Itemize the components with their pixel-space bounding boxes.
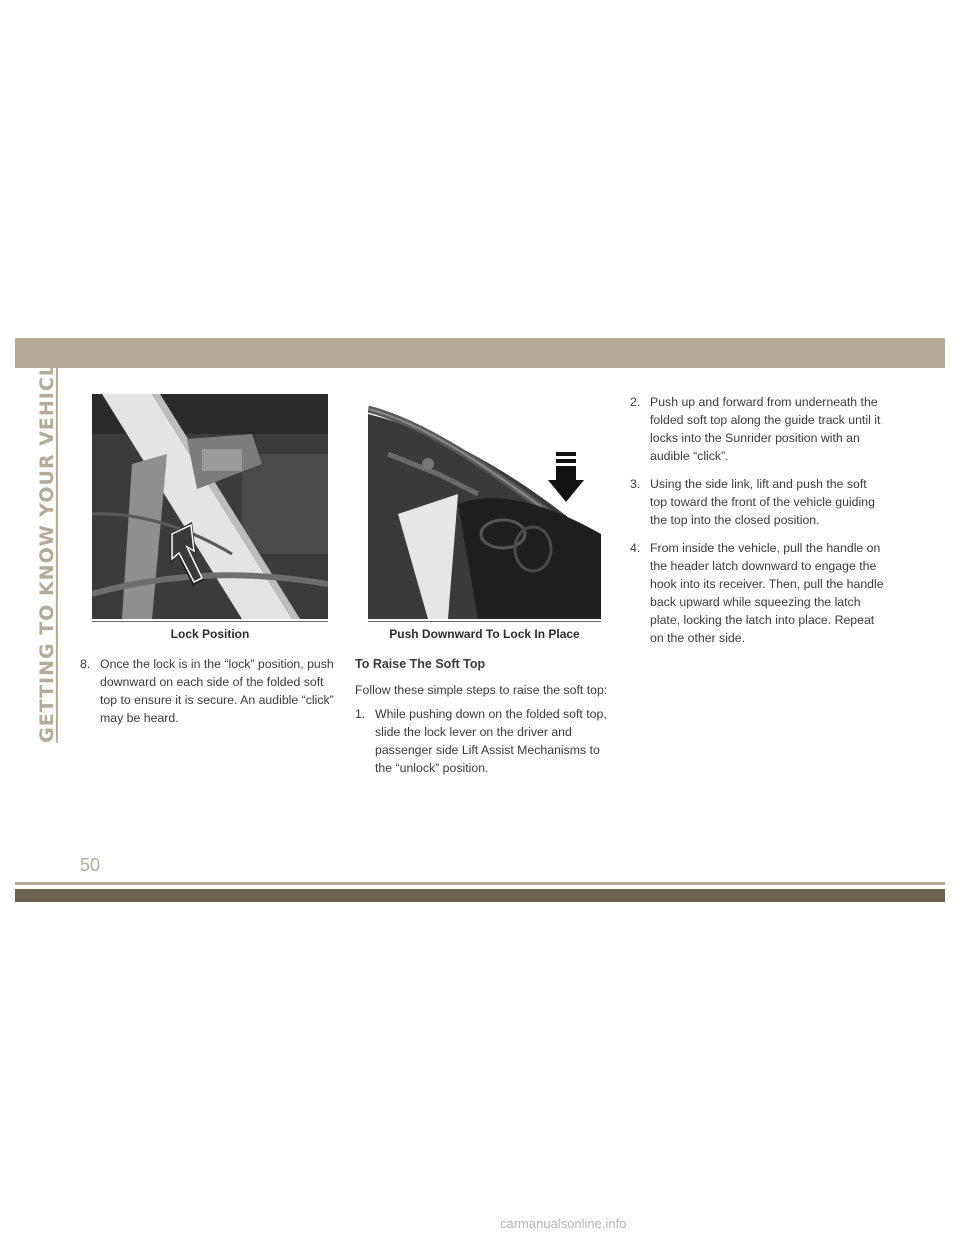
header-band: [15, 338, 945, 368]
step-3: [630, 475, 885, 529]
step-1: [355, 705, 613, 777]
lock-position-photo: [92, 394, 328, 619]
push-downward-illustration: [368, 394, 601, 619]
column-2: [355, 655, 613, 777]
step-1-number: 1.: [355, 707, 366, 721]
step-8-number: 8.: [80, 657, 91, 671]
watermark: carmanualsonline.info: [500, 1216, 627, 1231]
push-downward-photo: [368, 394, 601, 619]
caption-divider-left: [92, 621, 328, 622]
intro-paragraph: Follow these simple steps to raise the soft top:: [355, 683, 608, 697]
step-1-text: While pushing down on the folded soft top, slide the lock lever on the driver and passenger side Lift Assist Mechanisms to the “unlock” position.: [375, 707, 607, 775]
footer-band: [15, 889, 945, 902]
step-3-text: Using the side link, lift and push the soft top toward the front of the vehicle guiding the top into the closed position.: [650, 477, 875, 527]
lock-position-illustration: [92, 394, 328, 619]
caption-divider-right: [368, 621, 601, 622]
section-tab: [32, 349, 62, 743]
lock-position-caption: Lock Position: [170, 627, 250, 641]
step-8: [80, 655, 335, 727]
step-2: [630, 393, 885, 465]
step-4-text: From inside the vehicle, pull the handle on the header latch downward to engage the hook into its receiver. Then, pull the handle back upward while squeezing the latch plate, locking the latch into place. Repeat on the other side.: [650, 541, 884, 645]
step-8-text: Once the lock is in the “lock” position, push downward on each side of the folded soft top to ensure it is secure. An audible “click” may be heard.: [100, 657, 334, 725]
step-4: [630, 539, 885, 647]
step-4-number: 4.: [630, 541, 641, 555]
footer-rule: [15, 882, 945, 885]
page-number: 50: [80, 855, 101, 875]
push-downward-caption: Push Downward To Lock In Place: [389, 627, 580, 641]
step-2-text: Push up and forward from underneath the folded soft top along the guide track until it locks into the Sunrider position with an audible “click”.: [650, 395, 881, 463]
section-tab-label: GETTING TO KNOW YOUR VEHICLE: [36, 349, 58, 743]
column-1: [80, 655, 335, 727]
step-2-number: 2.: [630, 395, 641, 409]
column-3: [630, 393, 885, 647]
step-3-number: 3.: [630, 477, 641, 491]
section-heading: To Raise The Soft Top: [355, 657, 486, 671]
